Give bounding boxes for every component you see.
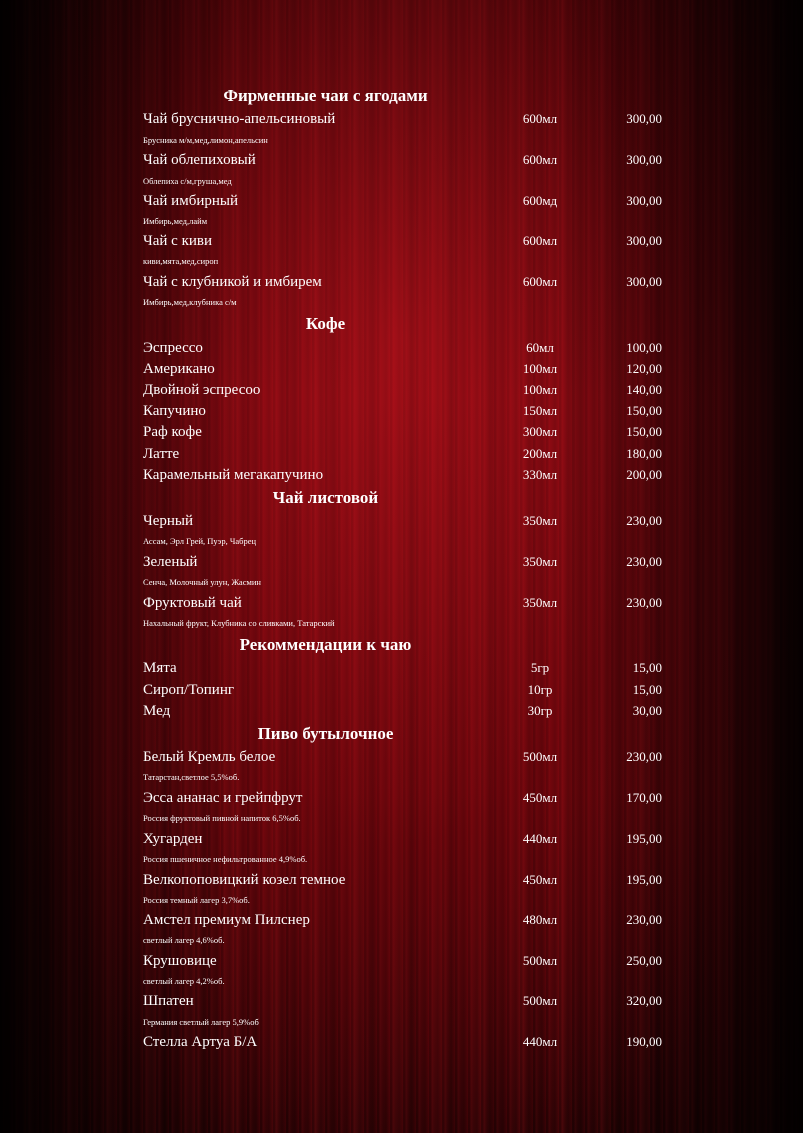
menu-item-price: 170,00 xyxy=(626,790,662,805)
menu-item-description: Нахальный фрукт, Клубника со сливками, Татарский xyxy=(143,618,335,628)
menu-item-price: 195,00 xyxy=(626,872,662,887)
menu-item-name: Мята xyxy=(143,660,177,676)
menu-item-name: Черный xyxy=(143,513,194,529)
menu-item-price: 320,00 xyxy=(626,993,662,1008)
menu-item-description: Имбирь,мед,лайм xyxy=(143,216,208,226)
menu-item-description: Ассам, Эрл Грей, Пуэр, Чабрец xyxy=(143,536,257,546)
menu-item-price: 15,00 xyxy=(632,682,662,697)
menu-item-name: Крушовице xyxy=(143,953,217,969)
menu-item-name: Чай имбирный xyxy=(143,193,238,209)
menu-item-volume: 100мл xyxy=(522,382,558,397)
menu-item-name: Фруктовый чай xyxy=(143,595,242,611)
menu-item-volume: 600мл xyxy=(522,152,558,167)
menu-item-price: 120,00 xyxy=(626,361,662,376)
menu-item-price: 200,00 xyxy=(626,467,662,482)
menu-item-name: Чай с клубникой и имбирем xyxy=(143,274,322,290)
menu-item-name: Амстел премиум Пилснер xyxy=(143,912,310,928)
menu-item-volume: 480мл xyxy=(522,912,558,927)
menu-item-description: Россия пшеничное нефильтрованное 4,9%об. xyxy=(143,854,308,864)
menu-item-name: Латте xyxy=(143,446,180,462)
menu-item-price: 250,00 xyxy=(626,953,662,968)
section-title-tea-extras: Рекоммендации к чаю xyxy=(239,635,412,654)
menu-item-description: Германия светлый лагер 5,9%об xyxy=(143,1017,259,1027)
menu-item-price: 300,00 xyxy=(626,193,662,208)
menu-item-price: 230,00 xyxy=(626,595,662,610)
menu-item-volume: 30гр xyxy=(527,703,553,718)
menu-item-volume: 440мл xyxy=(522,1034,558,1049)
menu-item-price: 230,00 xyxy=(626,912,662,927)
menu-item-volume: 350мл xyxy=(522,595,558,610)
menu-item-price: 195,00 xyxy=(626,831,662,846)
menu-item-volume: 600мд xyxy=(522,193,558,208)
menu-item-volume: 450мл xyxy=(522,790,558,805)
menu-item-volume: 60мл xyxy=(526,340,554,355)
menu-item-volume: 300мл xyxy=(522,424,558,439)
menu-item-name: Чай бруснично-апельсиновый xyxy=(143,111,336,127)
menu-item-name: Чай облепиховый xyxy=(143,152,256,168)
menu-item-volume: 600мл xyxy=(522,111,558,126)
menu-item-name: Карамельный мегакапучино xyxy=(143,467,324,483)
menu-item-volume: 500мл xyxy=(522,993,558,1008)
menu-item-description: светлый лагер 4,6%об. xyxy=(143,935,225,945)
menu-item-price: 300,00 xyxy=(626,233,662,248)
menu-item-description: Облепиха с/м,груша,мед xyxy=(143,176,232,186)
menu-item-price: 230,00 xyxy=(626,513,662,528)
menu-item-description: светлый лагер 4,2%об. xyxy=(143,976,225,986)
menu-item-volume: 5гр xyxy=(530,660,550,675)
menu-item-volume: 150мл xyxy=(522,403,558,418)
menu-item-name: Велкопоповицкий козел темное xyxy=(143,872,346,888)
section-title-leaf-tea: Чай листовой xyxy=(272,488,379,507)
menu-item-price: 150,00 xyxy=(626,424,662,439)
menu-item-price: 30,00 xyxy=(632,703,662,718)
menu-item-volume: 100мл xyxy=(522,361,558,376)
menu-item-name: Зеленый xyxy=(143,554,198,570)
menu-item-volume: 500мл xyxy=(522,953,558,968)
menu-item-name: Американо xyxy=(143,361,215,377)
menu-item-price: 230,00 xyxy=(626,554,662,569)
menu-item-description: Имбирь,мед,клубника с/м xyxy=(143,297,237,307)
menu-item-price: 100,00 xyxy=(626,340,662,355)
menu-item-name: Стелла Артуа Б/А xyxy=(143,1034,258,1050)
menu-item-name: Капучино xyxy=(143,403,206,419)
menu-item-name: Хугарден xyxy=(143,831,203,847)
menu-item-volume: 600мл xyxy=(522,274,558,289)
menu-item-price: 180,00 xyxy=(626,446,662,461)
menu-item-price: 190,00 xyxy=(626,1034,662,1049)
menu-item-price: 300,00 xyxy=(626,152,662,167)
menu-item-name: Двойной эспресоо xyxy=(143,382,261,398)
menu-item-volume: 10гр xyxy=(527,682,553,697)
menu-item-description: Россия темный лагер 3,7%об. xyxy=(143,895,250,905)
menu-item-name: Сироп/Топинг xyxy=(143,682,234,698)
menu-item-volume: 350мл xyxy=(522,513,558,528)
menu-item-price: 300,00 xyxy=(626,111,662,126)
menu-item-volume: 450мл xyxy=(522,872,558,887)
menu-item-price: 15,00 xyxy=(632,660,662,675)
menu-item-price: 140,00 xyxy=(626,382,662,397)
menu-item-description: киви,мята,мед,сироп xyxy=(143,256,219,266)
menu-item-name: Мед xyxy=(143,703,171,719)
menu-item-description: Татарстан,светлое 5,5%об. xyxy=(143,772,240,782)
menu-item-volume: 500мл xyxy=(522,749,558,764)
menu-item-volume: 330мл xyxy=(522,467,558,482)
menu-item-name: Раф кофе xyxy=(143,424,202,440)
menu-item-name: Эспрессо xyxy=(143,340,203,356)
section-title-signature-berry-teas: Фирменные чаи с ягодами xyxy=(223,86,428,105)
menu-item-name: Чай с киви xyxy=(143,233,213,249)
menu-item-name: Эсса ананас и грейпфрут xyxy=(143,790,303,806)
menu-item-name: Белый Кремль белое xyxy=(143,749,276,765)
menu-item-price: 300,00 xyxy=(626,274,662,289)
section-title-coffee: Кофе xyxy=(305,314,346,333)
menu-item-volume: 440мл xyxy=(522,831,558,846)
menu-item-name: Шпатен xyxy=(143,993,194,1009)
section-title-bottled-beer: Пиво бутылочное xyxy=(257,724,394,743)
menu-item-volume: 600мл xyxy=(522,233,558,248)
menu-item-volume: 350мл xyxy=(522,554,558,569)
menu-item-description: Брусника м/м,мед,лимон,апельсин xyxy=(143,135,268,145)
menu-item-price: 150,00 xyxy=(626,403,662,418)
menu-item-volume: 200мл xyxy=(522,446,558,461)
menu-item-price: 230,00 xyxy=(626,749,662,764)
menu-item-description: Россия фруктовый пивной напиток 6,5%об. xyxy=(143,813,301,823)
menu-item-description: Сенча, Молочный улун, Жасмин xyxy=(143,577,261,587)
